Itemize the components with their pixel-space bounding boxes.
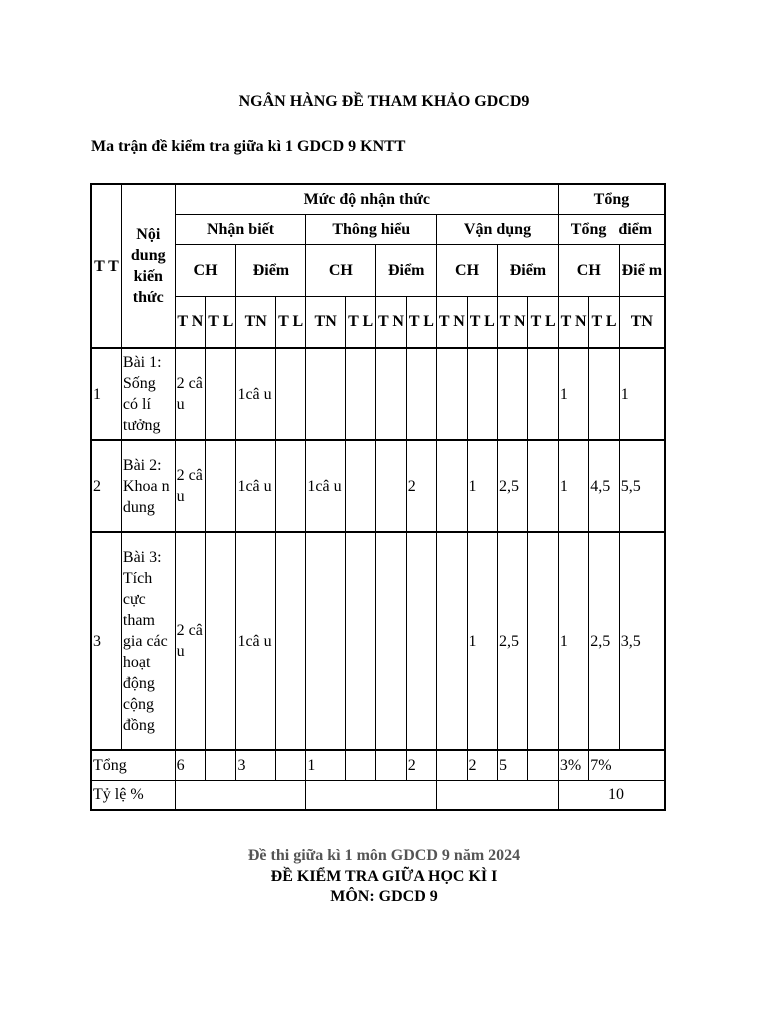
header-ch: CH	[175, 244, 236, 296]
total-cell	[345, 750, 375, 780]
total-label: Tổng	[91, 750, 175, 780]
table-row	[91, 348, 665, 440]
header-noi-dung: Nội dung kiến thức	[121, 184, 175, 348]
table-cell: 1	[467, 532, 497, 750]
ratio-thong-hieu	[306, 780, 437, 810]
table-cell	[467, 348, 497, 440]
subheader-cell: T L	[206, 296, 236, 348]
row-tt: 2	[91, 440, 121, 532]
table-cell: 1	[619, 348, 665, 440]
row-tt: 3	[91, 532, 121, 750]
table-cell: 1câ u	[236, 440, 276, 532]
total-cell	[376, 750, 406, 780]
table-cell: 2,5	[589, 532, 619, 750]
table-cell: 2 câ u	[175, 532, 205, 750]
table-cell: 4,5	[589, 440, 619, 532]
ratio-label: Tỷ lệ %	[91, 780, 175, 810]
header-tong-diem: Tổng điểm	[558, 214, 665, 244]
table-cell	[528, 532, 559, 750]
header-nhan-biet: Nhận biết	[175, 214, 306, 244]
total-row	[91, 750, 665, 780]
subheader-cell: T L	[345, 296, 375, 348]
subheader-cell: T L	[467, 296, 497, 348]
matrix-subtitle: Ma trận đề kiểm tra giữa kì 1 GDCD 9 KNTT	[91, 138, 406, 155]
table-cell	[497, 348, 527, 440]
total-cell: 2	[467, 750, 497, 780]
table-cell: 3,5	[619, 532, 665, 750]
total-cell	[275, 750, 305, 780]
table-cell	[376, 440, 406, 532]
table-row	[91, 532, 665, 750]
subheader-cell: T L	[528, 296, 559, 348]
table-cell	[437, 348, 467, 440]
row-noi-dung: Bài 2: Khoa n dung	[121, 440, 175, 532]
header-thong-hieu: Thông hiểu	[306, 214, 437, 244]
total-cell: 5	[497, 750, 527, 780]
table-cell	[376, 348, 406, 440]
table-cell: 5,5	[619, 440, 665, 532]
footer-line-2: ĐỀ KIỂM TRA GIỮA HỌC KÌ I	[270, 868, 498, 885]
table-cell	[206, 348, 236, 440]
subheader-cell: TN	[236, 296, 276, 348]
table-cell	[376, 532, 406, 750]
subheader-cell: T N	[175, 296, 205, 348]
total-cell: 2	[406, 750, 436, 780]
header-diem: Điểm	[236, 244, 306, 296]
header-muc-do: Mức độ nhận thức	[175, 184, 558, 214]
table-cell: 2,5	[497, 532, 527, 750]
table-cell	[275, 532, 305, 750]
table-cell	[345, 348, 375, 440]
header-ch: CH	[437, 244, 498, 296]
footer-line-1: Đề thi giữa kì 1 môn GDCD 9 năm 2024	[247, 847, 521, 864]
table-cell: 1	[467, 440, 497, 532]
header-diem: Điể m	[619, 244, 665, 296]
total-cell	[528, 750, 559, 780]
table-cell	[406, 348, 436, 440]
table-cell: 2,5	[497, 440, 527, 532]
row-tt: 1	[91, 348, 121, 440]
table-cell	[528, 440, 559, 532]
table-cell: 1câ u	[236, 532, 276, 750]
header-van-dung: Vận dụng	[437, 214, 559, 244]
table-cell: 2 câ u	[175, 440, 205, 532]
total-cell: 1	[306, 750, 346, 780]
exam-matrix-table	[90, 183, 666, 811]
ratio-nhan-biet	[175, 780, 306, 810]
table-cell: 1câ u	[306, 440, 346, 532]
total-cell: 3	[236, 750, 276, 780]
table-cell: 1câ u	[236, 348, 276, 440]
subheader-cell: TN	[619, 296, 665, 348]
table-cell	[275, 440, 305, 532]
header-tong: Tổng	[558, 184, 665, 214]
subheader-cell: TN	[306, 296, 346, 348]
table-cell	[345, 532, 375, 750]
table-cell	[345, 440, 375, 532]
table-cell	[275, 348, 305, 440]
subheader-cell: T L	[406, 296, 436, 348]
table-row	[91, 440, 665, 532]
subheader-cell: T N	[376, 296, 406, 348]
table-cell: 2 câ u	[175, 348, 205, 440]
total-cell: 3%	[558, 750, 588, 780]
total-cell: 7%	[589, 750, 665, 780]
header-diem: Điểm	[497, 244, 558, 296]
table-cell: 2	[406, 440, 436, 532]
subheader-cell: T N	[437, 296, 467, 348]
table-cell	[437, 440, 467, 532]
row-noi-dung: Bài 1: Sống có lí tưởng	[121, 348, 175, 440]
header-ch: CH	[306, 244, 376, 296]
subheader-cell: T L	[275, 296, 305, 348]
header-diem: Điểm	[376, 244, 437, 296]
total-cell	[206, 750, 236, 780]
header-ch: CH	[558, 244, 619, 296]
ratio-van-dung	[437, 780, 559, 810]
subheader-cell: T N	[558, 296, 588, 348]
subheader-cell: T N	[497, 296, 527, 348]
row-noi-dung: Bài 3: Tích cực tham gia các hoạt động cộng đồng	[121, 532, 175, 750]
table-cell	[437, 532, 467, 750]
subheader-cell: T L	[589, 296, 619, 348]
table-cell: 1	[558, 348, 588, 440]
table-cell	[589, 348, 619, 440]
table-cell	[206, 440, 236, 532]
table-cell	[528, 348, 559, 440]
table-cell	[206, 532, 236, 750]
table-cell	[306, 532, 346, 750]
document-title: NGÂN HÀNG ĐỀ THAM KHẢO GDCD9	[238, 93, 530, 110]
header-tt: T T	[91, 184, 121, 348]
total-cell: 6	[175, 750, 205, 780]
total-cell	[437, 750, 467, 780]
ratio-row	[91, 780, 665, 810]
table-cell: 1	[558, 532, 588, 750]
table-cell	[306, 348, 346, 440]
table-cell	[406, 532, 436, 750]
table-cell: 1	[558, 440, 588, 532]
ratio-total: 10	[558, 780, 665, 810]
footer-line-3: MÔN: GDCD 9	[330, 888, 438, 905]
